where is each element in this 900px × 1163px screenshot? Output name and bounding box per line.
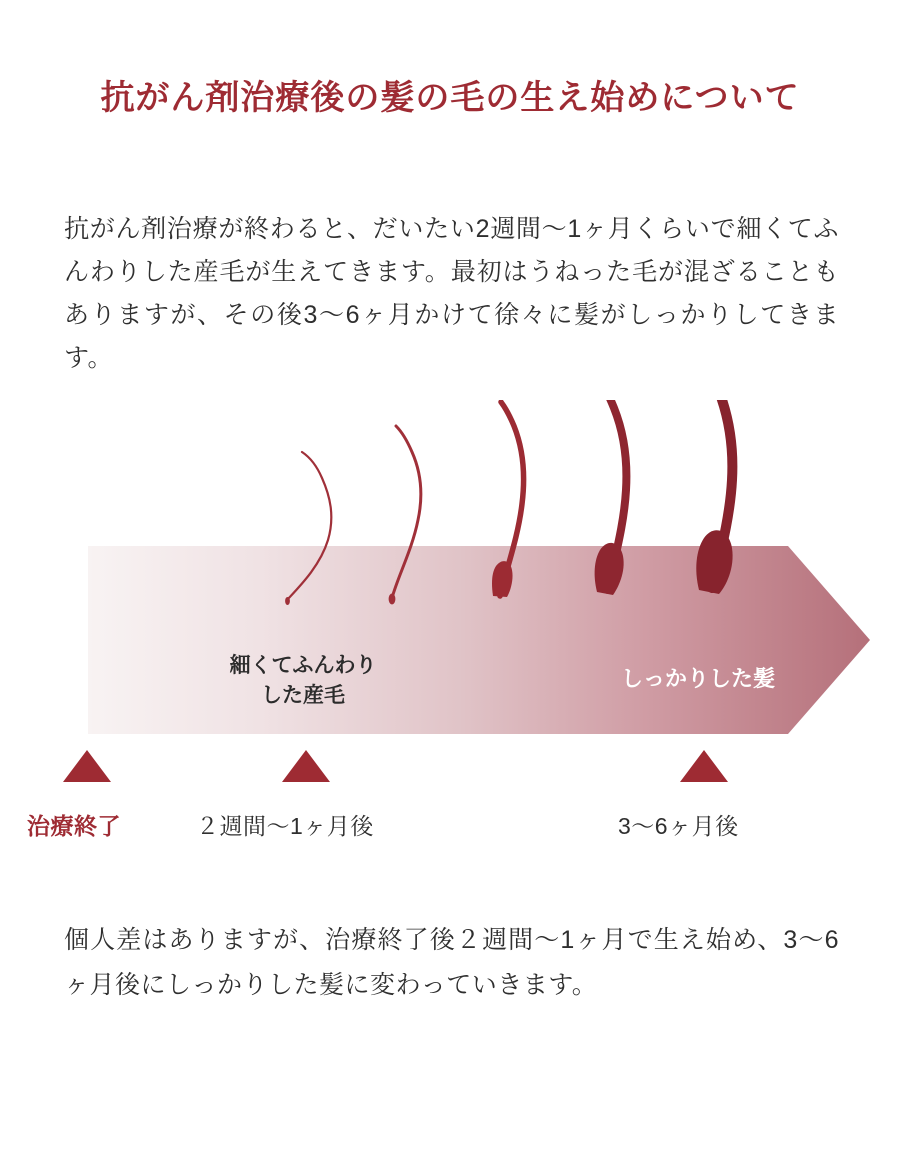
- band-label-soft-hair-line2: した産毛: [261, 684, 345, 708]
- hair-strand-3: [492, 402, 524, 597]
- timeline-markers: [0, 740, 900, 860]
- timeline-marker-1: [63, 750, 111, 782]
- intro-paragraph: 抗がん剤治療が終わると、だいたい2週間〜1ヶ月くらいで細くてふんわりした産毛が生えてきます。最初はうねった毛が混ざることもありますが、その後3〜6ヶ月かけて徐々に髪がしっかりしてきます。: [64, 215, 839, 372]
- timeline-marker-3: [680, 750, 728, 782]
- hair-growth-diagram: [0, 400, 900, 860]
- hair-strand-2: [389, 426, 421, 605]
- band-label-soft-hair-line1: 細くてふんわり: [229, 654, 377, 677]
- band-label-strong-hair: しっかりした髪: [620, 666, 775, 691]
- timeline-label-1: 治療終了: [27, 813, 121, 839]
- hair-strand-5: [696, 400, 732, 594]
- hair-strand-4: [595, 400, 627, 595]
- timeline-label-2: ２週間〜1ヶ月後: [196, 813, 374, 839]
- hair-strand-1: [285, 452, 331, 605]
- page-title: 抗がん剤治療後の髪の毛の生え始めについて: [100, 79, 800, 117]
- timeline-marker-2: [282, 750, 330, 782]
- timeline-label-3: 3〜6ヶ月後: [618, 813, 739, 839]
- closing-paragraph: 個人差はありますが、治療終了後２週間〜1ヶ月で生え始め、3〜6ヶ月後にしっかりした髪に変わっていきます。: [64, 926, 839, 999]
